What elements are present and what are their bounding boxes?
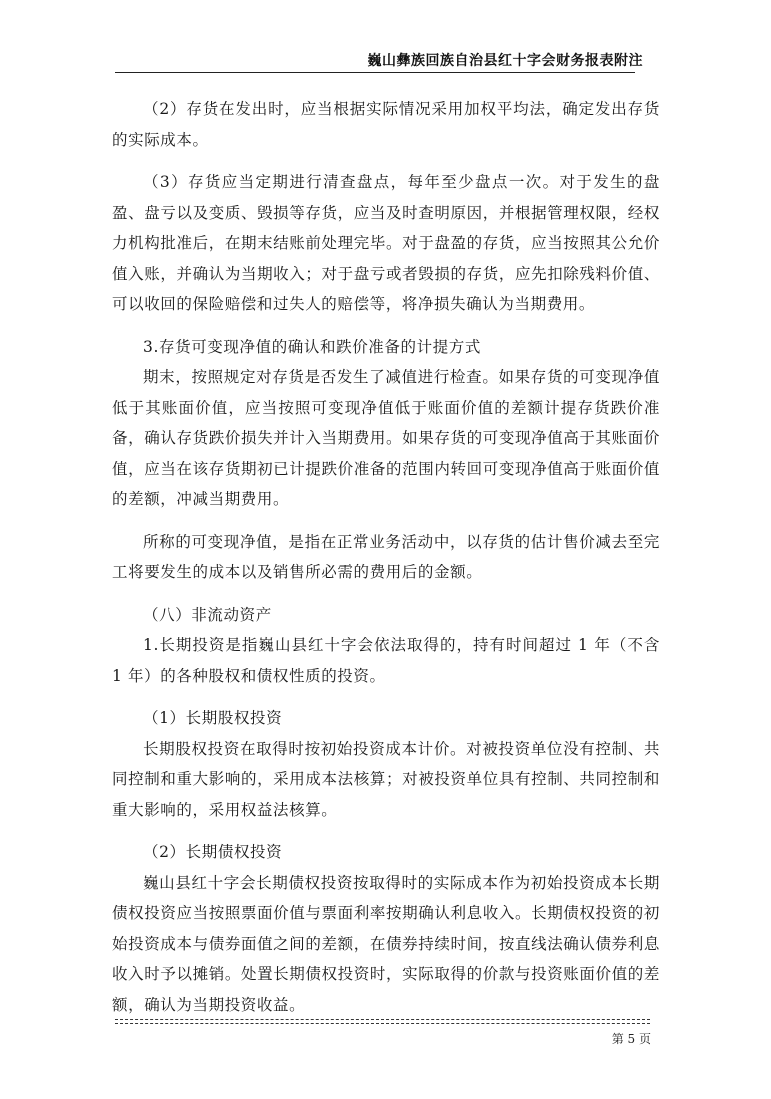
paragraph-impairment-check: 期末，按照规定对存货是否发生了减值进行检查。如果存货的可变现净值低于其账面价值，应当按照可变现净值低于账面价值的差额计提存货跌价准备，确认存货跌价损失并计入当期费用。如果存货的可变现净值高于其账面价值，应当在该存货期初已计提跌价准备的范围内转回可变现净值高于账面价值的差额，冲减当期费用。 — [112, 368, 660, 508]
page-number: 第 5 页 — [611, 1032, 651, 1046]
paragraph-inventory-count: （3）存货应当定期进行清查盘点，每年至少盘点一次。对于发生的盘盈、盘亏以及变质、毁损等存货，应当及时查明原因，并根据管理权限，经权力机构批准后，在期末结账前处理完毕。对于盘盈的存货，应当按照其公允价值入账，并确认为当期收入；对于盘亏或者毁损的存货，应先扣除残料价值、可以收回的保险赔偿和过失人的赔偿等，将净损失确认为当期费用。 — [112, 173, 660, 313]
paragraph-inventory-issue: （2）存货在发出时，应当根据实际情况采用加权平均法，确定发出存货的实际成本。 — [112, 100, 660, 149]
header-title: 巍山彝族回族自治县红十字会财务报表附注 — [367, 53, 643, 69]
footer-divider-top — [115, 1019, 650, 1020]
paragraph-long-term-investment: 1.长期投资是指巍山县红十字会依法取得的，持有时间超过 1 年（不含 1 年）的各种股权和债权性质的投资。 — [112, 636, 660, 685]
heading-net-realizable-value: 3.存货可变现净值的确认和跌价准备的计提方式 — [143, 337, 481, 356]
header-divider — [115, 72, 635, 73]
heading-long-term-equity: （1）长期股权投资 — [143, 709, 283, 727]
heading-non-current-assets: （八）非流动资产 — [143, 605, 272, 624]
paragraph-long-term-debt: 巍山县红十字会长期债权投资按取得时的实际成本作为初始投资成本长期债权投资应当按照票面价值与票面利率按期确认利息收入。长期债权投资的初始投资成本与债券面值之间的差额，在债券持续时间，按直线法确认债券利息收入时予以摊销。处置长期债权投资时，实际取得的价款与投资账面价值的差额，确认为当期投资收益。 — [112, 873, 660, 1014]
paragraph-net-realizable-definition: 所称的可变现净值，是指在正常业务活动中，以存货的估计售价减去至完工将要发生的成本以及销售所必需的费用后的金额。 — [112, 532, 660, 581]
paragraph-long-term-equity: 长期股权投资在取得时按初始投资成本计价。对被投资单位没有控制、共同控制和重大影响的，采用成本法核算；对被投资单位具有控制、共同控制和重大影响的，采用权益法核算。 — [112, 739, 660, 819]
document-body — [112, 94, 660, 1032]
heading-long-term-debt: （2）长期债权投资 — [143, 843, 283, 861]
footer-divider-bottom — [115, 1023, 650, 1024]
